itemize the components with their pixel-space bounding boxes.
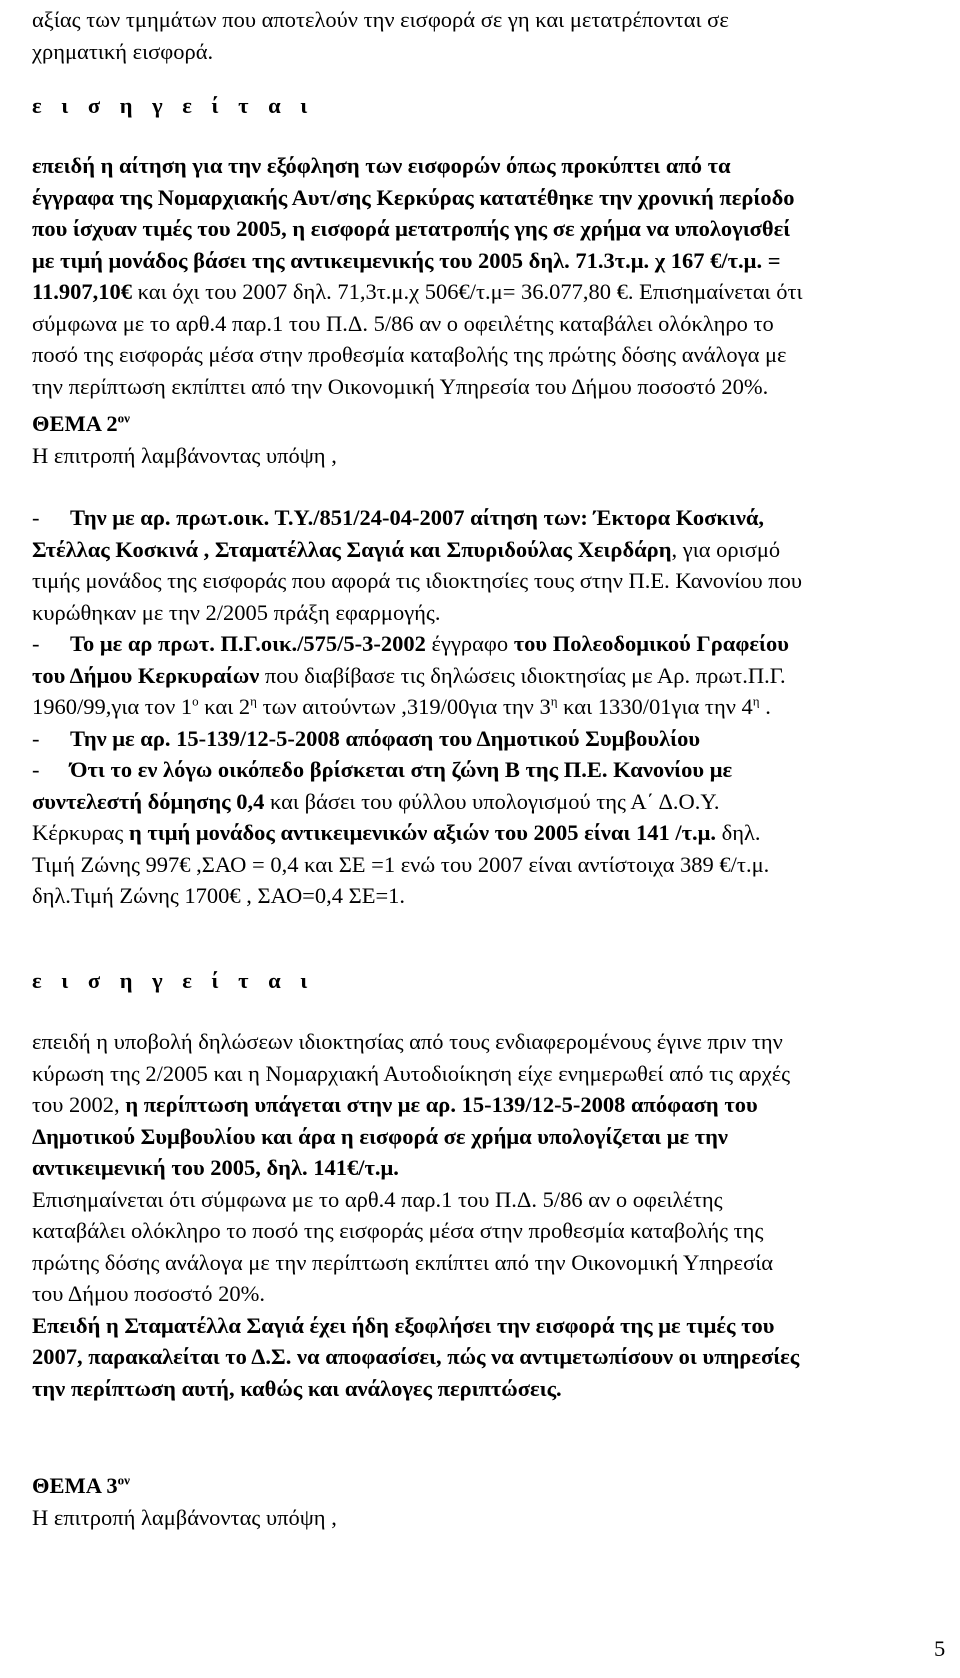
recommend-line: με τιμή μονάδος βάσει της αντικειμενικής του 2005 δηλ. 71.3τ.μ. χ 167 €/τ.μ. = xyxy=(32,247,781,273)
consideration-text: Τιμή Ζώνης 997€ ,ΣΑΟ = 0,4 και ΣΕ =1 ενώ του 2007 είναι αντίστοιχα 389 €/τ.μ. xyxy=(32,851,770,877)
consideration-text: τιμής μονάδος της εισφοράς που αφορά τις ιδιοκτησίες τους στην Π.Ε. Κανονίου που xyxy=(32,568,803,593)
theme-title-sup: ον xyxy=(117,410,130,426)
consideration-text: Το με αρ πρωτ. Π.Γ.οικ./575/5-3-2002 xyxy=(70,631,426,656)
theme-title: ΘΕΜΑ 2 xyxy=(32,411,118,436)
theme-2-heading xyxy=(32,408,927,471)
recommend-line: 2007, παρακαλείται το Δ.Σ. να αποφασίσει, πώς να αντιμετωπίσουν οι υπηρεσίες xyxy=(32,1344,800,1369)
recommend-line: επειδή η υποβολή δηλώσεων ιδιοκτησίας από τους ενδιαφερομένους έγινε πριν την xyxy=(32,1029,783,1054)
consideration-text: Την με αρ. πρωτ.οικ. Τ.Υ./851/24-04-2007 αίτηση των: Έκτορα Κοσκινά, xyxy=(70,505,765,530)
recommend-line: που ίσχυαν τιμές του 2005, η εισφορά μετατροπής γης σε χρήμα να υπολογισθεί xyxy=(32,216,791,241)
recommend-line: Επισημαίνεται ότι σύμφωνα με το αρθ.4 παρ.1 του Π.Δ. 5/86 αν ο οφειλέτης xyxy=(32,1186,723,1212)
recommend-line: του 2002, xyxy=(32,1092,126,1117)
list-dash: - xyxy=(32,725,40,751)
consideration-text: και 2 xyxy=(198,694,251,719)
recommend-line: έγγραφα της Νομαρχιακής Αυτ/σης Κερκύρας κατατέθηκε την χρονική περίοδο xyxy=(32,184,795,210)
list-dash: - xyxy=(32,757,40,782)
recommend-line: και όχι του 2007 δηλ. 71,3τ.μ.χ 506€/τ.μ= 36.077,80 €. Επισημαίνεται ότι xyxy=(132,279,803,304)
consideration-text: έγγραφο xyxy=(425,631,514,656)
ordinal-sup: ο xyxy=(192,693,199,709)
consideration-text: δηλ.Τιμή Ζώνης 1700€ , ΣΑΟ=0,4 ΣΕ=1. xyxy=(32,883,406,908)
recommend-line: Επειδή η Σταματέλλα Σαγιά έχει ήδη εξοφλήσει την εισφορά της με τιμές του xyxy=(32,1312,775,1338)
theme-title-sup: ον xyxy=(117,1472,130,1488)
intro-line: αξίας των τμημάτων που αποτελούν την εισφορά σε γη και μετατρέπονται σε xyxy=(32,7,729,32)
consideration-text: Την με αρ. 15-139/12-5-2008 απόφαση του Δημοτικού Συμβουλίου xyxy=(70,725,701,751)
recommend-line: την περίπτωση αυτή, καθώς και ανάλογες περιπτώσεις. xyxy=(32,1375,562,1401)
recommend-line: καταβάλει ολόκληρο το ποσό της εισφοράς μέσα στην προθεσμία καταβολής της xyxy=(32,1218,764,1243)
page-number: 5 xyxy=(934,1636,946,1661)
theme-subtitle: Η επιτροπή λαμβάνοντας υπόψη , xyxy=(32,1504,337,1530)
consideration-text: που διαβίβασε τις δηλώσεις ιδιοκτησίας με Αρ. πρωτ.Π.Γ. xyxy=(259,662,786,688)
recommend-line: κύρωση της 2/2005 και η Νομαρχιακή Αυτοδιοίκηση είχε ενημερωθεί από τις αρχές xyxy=(32,1060,791,1086)
consideration-text: του Πολεοδομικού Γραφείου xyxy=(513,631,789,656)
recommend-heading: ε ι σ η γ ε ί τ α ι xyxy=(32,93,315,118)
recommend-paragraph xyxy=(32,150,927,402)
recommend-paragraph xyxy=(32,1026,927,1404)
theme-3-heading xyxy=(32,1470,927,1533)
theme-subtitle: Η επιτροπή λαμβάνοντας υπόψη , xyxy=(32,442,337,468)
consideration-text: η τιμή μονάδος αντικειμενικών αξιών του 2005 είναι 141 /τ.μ. xyxy=(128,820,716,845)
recommend-line: σύμφωνα με το αρθ.4 παρ.1 του Π.Δ. 5/86 αν ο οφειλέτης καταβάλει ολόκληρο το xyxy=(32,310,774,336)
consideration-text: Στέλλας Κοσκινά , Σταματέλλας Σαγιά και Σπυριδούλας Χειρδάρη xyxy=(32,536,672,562)
consideration-text: δηλ. xyxy=(715,820,761,845)
consideration-text: και βάσει του φύλλου υπολογισμού της Α΄ Δ.Ο.Υ. xyxy=(264,788,720,814)
ordinal-sup: η xyxy=(250,693,257,709)
ordinal-sup: η xyxy=(550,693,558,709)
consideration-text: συντελεστή δόμησης 0,4 xyxy=(32,788,265,814)
intro-paragraph xyxy=(32,4,927,67)
recommend-amount: 11.907,10€ xyxy=(32,279,133,304)
consideration-text: , για ορισμό xyxy=(671,536,781,562)
recommend-line: πρώτης δόσης ανάλογα με την περίπτωση εκπίπτει από την Οικονομική Υπηρεσία xyxy=(32,1249,774,1275)
ordinal-sup: η xyxy=(752,693,760,709)
intro-line: χρηματική εισφορά. xyxy=(32,38,214,64)
consideration-text: . xyxy=(759,694,771,719)
recommend-heading: ε ι σ η γ ε ί τ α ι xyxy=(32,968,315,993)
consideration-text: του Δήμου Κερκυραίων xyxy=(32,662,260,688)
recommend-line: Δημοτικού Συμβουλίου και άρα η εισφορά σε χρήμα υπολογίζεται με την xyxy=(32,1123,728,1149)
theme-2-considerations xyxy=(32,502,927,912)
recommend-line: του Δήμου ποσοστό 20%. xyxy=(32,1281,266,1306)
consideration-text: των αιτούντων ,319/00για την 3 xyxy=(256,694,551,719)
list-dash: - xyxy=(32,505,40,530)
recommend-line: αντικειμενική του 2005, δηλ. 141€/τ.μ. xyxy=(32,1155,399,1180)
consideration-text: κυρώθηκαν με την 2/2005 πράξη εφαρμογής. xyxy=(32,599,441,625)
recommend-line: επειδή η αίτηση για την εξόφληση των εισφορών όπως προκύπτει από τα xyxy=(32,153,731,178)
consideration-text: Ότι το εν λόγω οικόπεδο βρίσκεται στη ζώνη Β της Π.Ε. Κανονίου με xyxy=(70,757,733,782)
list-dash: - xyxy=(32,631,40,656)
consideration-text: Κέρκυρας xyxy=(32,820,129,845)
consideration-text: 1960/99,για τον 1 xyxy=(32,694,193,719)
recommend-line: ποσό της εισφοράς μέσα στην προθεσμία καταβολής της πρώτης δόσης ανάλογα με xyxy=(32,342,787,367)
recommend-line: την περίπτωση εκπίπτει από την Οικονομική Υπηρεσία του Δήμου ποσοστό 20%. xyxy=(32,373,769,399)
theme-title: ΘΕΜΑ 3 xyxy=(32,1473,118,1498)
consideration-text: και 1330/01για την 4 xyxy=(557,694,753,719)
recommend-line: η περίπτωση υπάγεται στην με αρ. 15-139/12-5-2008 απόφαση του xyxy=(125,1092,758,1117)
